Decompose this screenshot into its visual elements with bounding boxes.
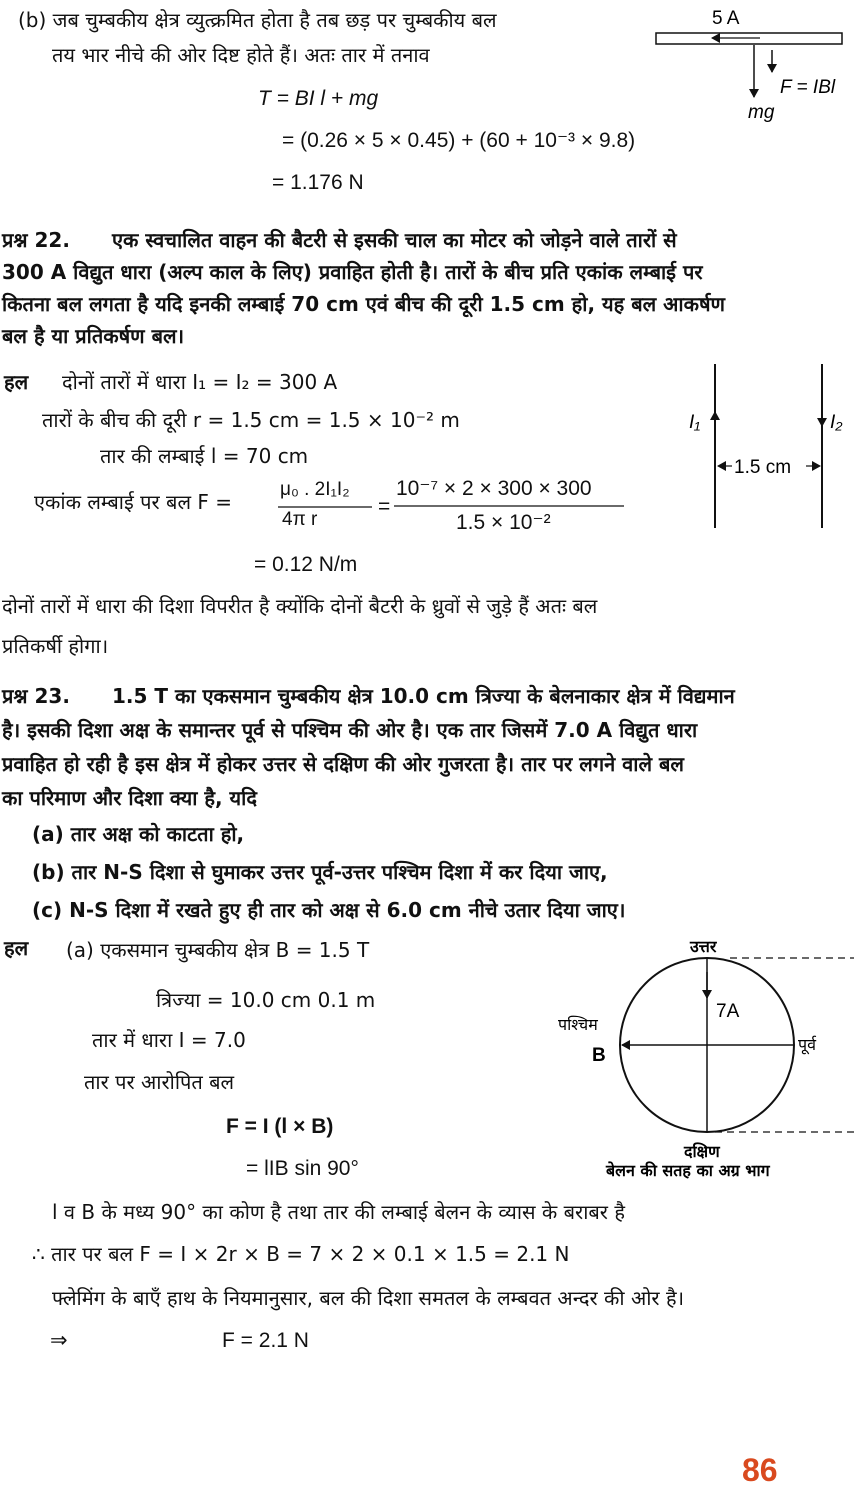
solution-23-fleming-rule: फ्लेमिंग के बाएँ हाथ के नियमानुसार, बल की दिशा समतल के लम्बवत अन्दर की ओर है। xyxy=(52,1286,685,1310)
fraction-2-denominator: 1.5 × 10⁻² xyxy=(456,511,551,534)
solution-22-label: हल xyxy=(4,370,29,394)
question-22-line4: बल है या प्रतिकर्षण बल। xyxy=(2,324,185,348)
west-label: पश्चिम xyxy=(558,1015,598,1034)
south-label: दक्षिण xyxy=(684,1142,720,1161)
solution-22-result: = 0.12 N/m xyxy=(254,553,358,576)
solution-23-final-answer: F = 2.1 N xyxy=(222,1329,309,1352)
question-23-option-b: (b) तार N-S दिशा से घुमाकर उत्तर पूर्व-उत्तर पश्चिम दिशा में कर दिया जाए, xyxy=(32,860,608,884)
question-22-line1: एक स्वचालित वाहन की बैटरी से इसकी चाल का मोटर को जोड़ने वाले तारों से xyxy=(112,228,677,252)
question-22-line2: 300 A विद्युत धारा (अल्प काल के लिए) प्रवाहित होती है। तारों के बीच प्रति एकांक लम्बाई पर xyxy=(2,260,703,284)
solution-23-applied-force: तार पर आरोपित बल xyxy=(84,1070,235,1094)
solution-23-current: तार में धारा I = 7.0 xyxy=(92,1028,246,1052)
question-23-option-a: (a) तार अक्ष को काटता हो, xyxy=(32,822,245,846)
north-label: उत्तर xyxy=(690,937,717,956)
solution-23-label: हल xyxy=(4,936,29,960)
wire-1-label: I₁ xyxy=(689,412,701,433)
question-23-line3: प्रवाहित हो रही है इस क्षेत्र में होकर उत्तर से दक्षिण की ओर गुजरता है। तार पर लगने वाले बल xyxy=(2,752,684,776)
question-23-line1: 1.5 T का एकसमान चुम्बकीय क्षेत्र 10.0 cm त्रिज्या के बेलनाकार क्षेत्र में विद्यमान xyxy=(112,684,735,708)
solution-22-length: तार की लम्बाई l = 70 cm xyxy=(100,444,309,468)
force-label: F = IBl xyxy=(780,77,836,98)
equation-result: = 1.176 N xyxy=(272,171,364,194)
solution-23-sine-formula: = lIB sin 90° xyxy=(246,1157,359,1180)
equation-tension: T = BI l + mg xyxy=(258,87,379,110)
east-label: पूर्व xyxy=(798,1035,816,1054)
solution-22-conclusion-line1: दोनों तारों में धारा की दिशा विपरीत है क्योंकि दोनों बैटरी के ध्रुवों से जुड़े हैं अतः बल xyxy=(2,594,598,618)
wire-current-label: 7A xyxy=(716,1001,740,1022)
equals-sign: = xyxy=(378,495,391,518)
part-b-line2: तय भार नीचे की ओर दिष्ट होते हैं। अतः तार में तनाव xyxy=(52,43,430,67)
page-number: 86 xyxy=(742,1452,778,1488)
cylinder-diagram xyxy=(558,937,854,1180)
solution-23-angle-note: l व B के मध्य 90° का कोण है तथा तार की लम्बाई बेलन के व्यास के बराबर है xyxy=(52,1200,625,1224)
solution-22-force-label: एकांक लम्बाई पर बल F = xyxy=(34,490,233,514)
solution-23-force-calculation: ∴ तार पर बल F = I × 2r × B = 7 × 2 × 0.1 × 1.5 = 2.1 N xyxy=(32,1242,570,1266)
solution-23-vector-formula: F = I (l × B) xyxy=(226,1115,334,1138)
fraction-1-numerator: μ₀ . 2I₁I₂ xyxy=(280,479,350,500)
weight-label: mg xyxy=(748,102,775,123)
question-23-line2: है। इसकी दिशा अक्ष के समान्तर पूर्व से पश्चिम की ओर है। एक तार जिसमें 7.0 A विद्युत धारा xyxy=(2,718,698,742)
fraction-2-numerator: 10⁻⁷ × 2 × 300 × 300 xyxy=(396,477,592,500)
solution-23-field: (a) एकसमान चुम्बकीय क्षेत्र B = 1.5 T xyxy=(66,938,370,962)
implies-arrow: ⇒ xyxy=(50,1329,68,1352)
fraction-1-denominator: 4π r xyxy=(282,509,318,530)
question-23-label: प्रश्न 23. xyxy=(2,684,70,708)
part-b-line1: (b) जब चुम्बकीय क्षेत्र व्युत्क्रमित होता है तब छड़ पर चुम्बकीय बल xyxy=(18,8,497,32)
solution-23-radius: त्रिज्या = 10.0 cm 0.1 m xyxy=(156,988,376,1012)
cylinder-caption: बेलन की सतह का अग्र भाग xyxy=(606,1161,770,1180)
wire-2-label: I₂ xyxy=(830,412,843,433)
question-22-line3: कितना बल लगता है यदि इनकी लम्बाई 70 cm एवं बीच की दूरी 1.5 cm हो, यह बल आकर्षण xyxy=(2,292,725,316)
question-23-line4: का परिमाण और दिशा क्या है, यदि xyxy=(2,786,257,810)
solution-22-distance: तारों के बीच की दूरी r = 1.5 cm = 1.5 × 10⁻² m xyxy=(42,408,460,432)
question-22-label: प्रश्न 22. xyxy=(2,228,70,252)
parallel-wires-diagram xyxy=(689,364,843,528)
equation-substitution: = (0.26 × 5 × 0.45) + (60 + 10⁻³ × 9.8) xyxy=(282,129,636,152)
solution-22-current: दोनों तारों में धारा I₁ = I₂ = 300 A xyxy=(62,370,338,394)
solution-22-conclusion-line2: प्रतिकर्षी होगा। xyxy=(2,634,109,658)
rod-diagram xyxy=(656,8,842,123)
magnetic-field-label: B xyxy=(592,1045,606,1066)
rod-current-label: 5 A xyxy=(712,8,740,29)
question-23-option-c: (c) N-S दिशा में रखते हुए ही तार को अक्ष से 6.0 cm नीचे उतार दिया जाए। xyxy=(32,898,626,922)
wire-gap-label: 1.5 cm xyxy=(734,457,792,478)
